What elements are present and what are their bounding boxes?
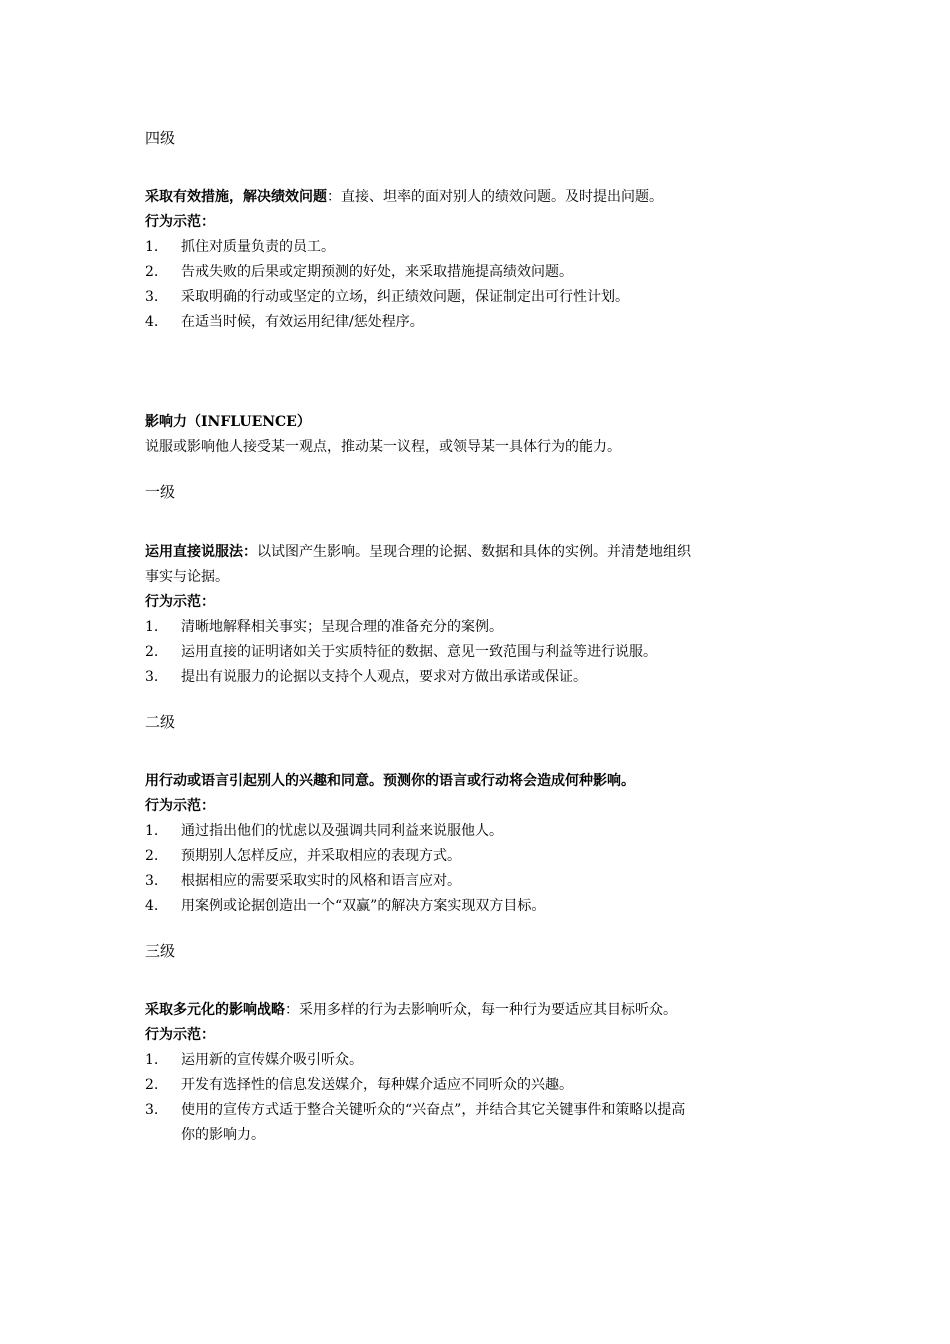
level3-lead-rest: ：采用多样的行为去影响听众，每一种行为要适应其目标听众。 bbox=[285, 1002, 677, 1018]
level2-lead: 用行动或语言引起别人的兴趣和同意。预测你的语言或行动将会造成何种影响。 bbox=[145, 773, 635, 789]
level3-item-3-text: 使用的宣传方式适于整合关键听众的“兴奋点”，并结合其它关键事件和策略以提高 bbox=[181, 1102, 686, 1118]
level1-item-3-text: 提出有说服力的论据以支持个人观点，要求对方做出承诺或保证。 bbox=[181, 669, 587, 685]
level4-lead-bold: 采取有效措施，解决绩效问题 bbox=[145, 189, 327, 205]
level4-lead bbox=[145, 187, 663, 207]
influence-title: 影响力（INFLUENCE） bbox=[145, 414, 311, 430]
level2-item-2-text: 预期别人怎样反应，并采取相应的表现方式。 bbox=[181, 848, 461, 864]
level3-item-3-num: 3. bbox=[145, 1102, 159, 1118]
level4-item-4-num: 4. bbox=[145, 314, 159, 330]
level3-item-2-text: 开发有选择性的信息发送媒介，每种媒介适应不同听众的兴趣。 bbox=[181, 1077, 573, 1093]
level1-item-2-num: 2. bbox=[145, 644, 159, 660]
level2-item-2-num: 2. bbox=[145, 848, 159, 864]
level4-item-3-text: 采取明确的行动或坚定的立场，纠正绩效问题，保证制定出可行性计划。 bbox=[181, 289, 629, 305]
level1-behavior-label: 行为示范： bbox=[145, 594, 215, 610]
level1-lead-rest-2: 事实与论据。 bbox=[145, 569, 229, 585]
level1-item-3-num: 3. bbox=[145, 669, 159, 685]
level1-item-1-text: 清晰地解释相关事实；呈现合理的准备充分的案例。 bbox=[181, 619, 503, 635]
level2-heading: 二级 bbox=[145, 713, 176, 731]
level4-item-4-text: 在适当时候，有效运用纪律/惩处程序。 bbox=[181, 314, 424, 330]
level3-lead bbox=[145, 1000, 677, 1020]
level4-lead-rest: ：直接、坦率的面对别人的绩效问题。及时提出问题。 bbox=[327, 189, 663, 205]
level1-item-2-text: 运用直接的证明诸如关于实质特征的数据、意见一致范围与利益等进行说服。 bbox=[181, 644, 657, 660]
level3-behavior-label: 行为示范： bbox=[145, 1027, 215, 1043]
level2-item-4-num: 4. bbox=[145, 898, 159, 914]
level2-item-1-text: 通过指出他们的忧虑以及强调共同利益来说服他人。 bbox=[181, 823, 503, 839]
level3-item-3-text-continued: 你的影响力。 bbox=[181, 1127, 265, 1143]
level1-heading: 一级 bbox=[145, 483, 176, 501]
level3-heading: 三级 bbox=[145, 942, 176, 960]
level4-item-2-num: 2. bbox=[145, 264, 159, 280]
level2-item-3-text: 根据相应的需要采取实时的风格和语言应对。 bbox=[181, 873, 461, 889]
level1-lead-rest-1: 以试图产生影响。呈现合理的论据、数据和具体的实例。并清楚地组织 bbox=[257, 544, 691, 560]
influence-description: 说服或影响他人接受某一观点，推动某一议程，或领导某一具体行为的能力。 bbox=[145, 439, 621, 455]
level4-item-1-text: 抓住对质量负责的员工。 bbox=[181, 239, 335, 255]
level4-item-2-text: 告戒失败的后果或定期预测的好处，来采取措施提高绩效问题。 bbox=[181, 264, 573, 280]
level3-item-1-num: 1. bbox=[145, 1052, 159, 1068]
level2-item-1-num: 1. bbox=[145, 823, 159, 839]
level1-lead bbox=[145, 542, 691, 562]
level3-item-1-text: 运用新的宣传媒介吸引听众。 bbox=[181, 1052, 363, 1068]
level4-behavior-label: 行为示范： bbox=[145, 214, 215, 230]
level4-heading: 四级 bbox=[145, 129, 176, 147]
level1-lead-bold: 运用直接说服法： bbox=[145, 544, 257, 560]
level2-item-3-num: 3. bbox=[145, 873, 159, 889]
level2-behavior-label: 行为示范： bbox=[145, 798, 215, 814]
level1-item-1-num: 1. bbox=[145, 619, 159, 635]
level2-item-4-text: 用案例或论据创造出一个“双赢”的解决方案实现双方目标。 bbox=[181, 898, 546, 914]
level3-item-2-num: 2. bbox=[145, 1077, 159, 1093]
level3-lead-bold: 采取多元化的影响战略 bbox=[145, 1002, 285, 1018]
level4-item-1-num: 1. bbox=[145, 239, 159, 255]
level4-item-3-num: 3. bbox=[145, 289, 159, 305]
